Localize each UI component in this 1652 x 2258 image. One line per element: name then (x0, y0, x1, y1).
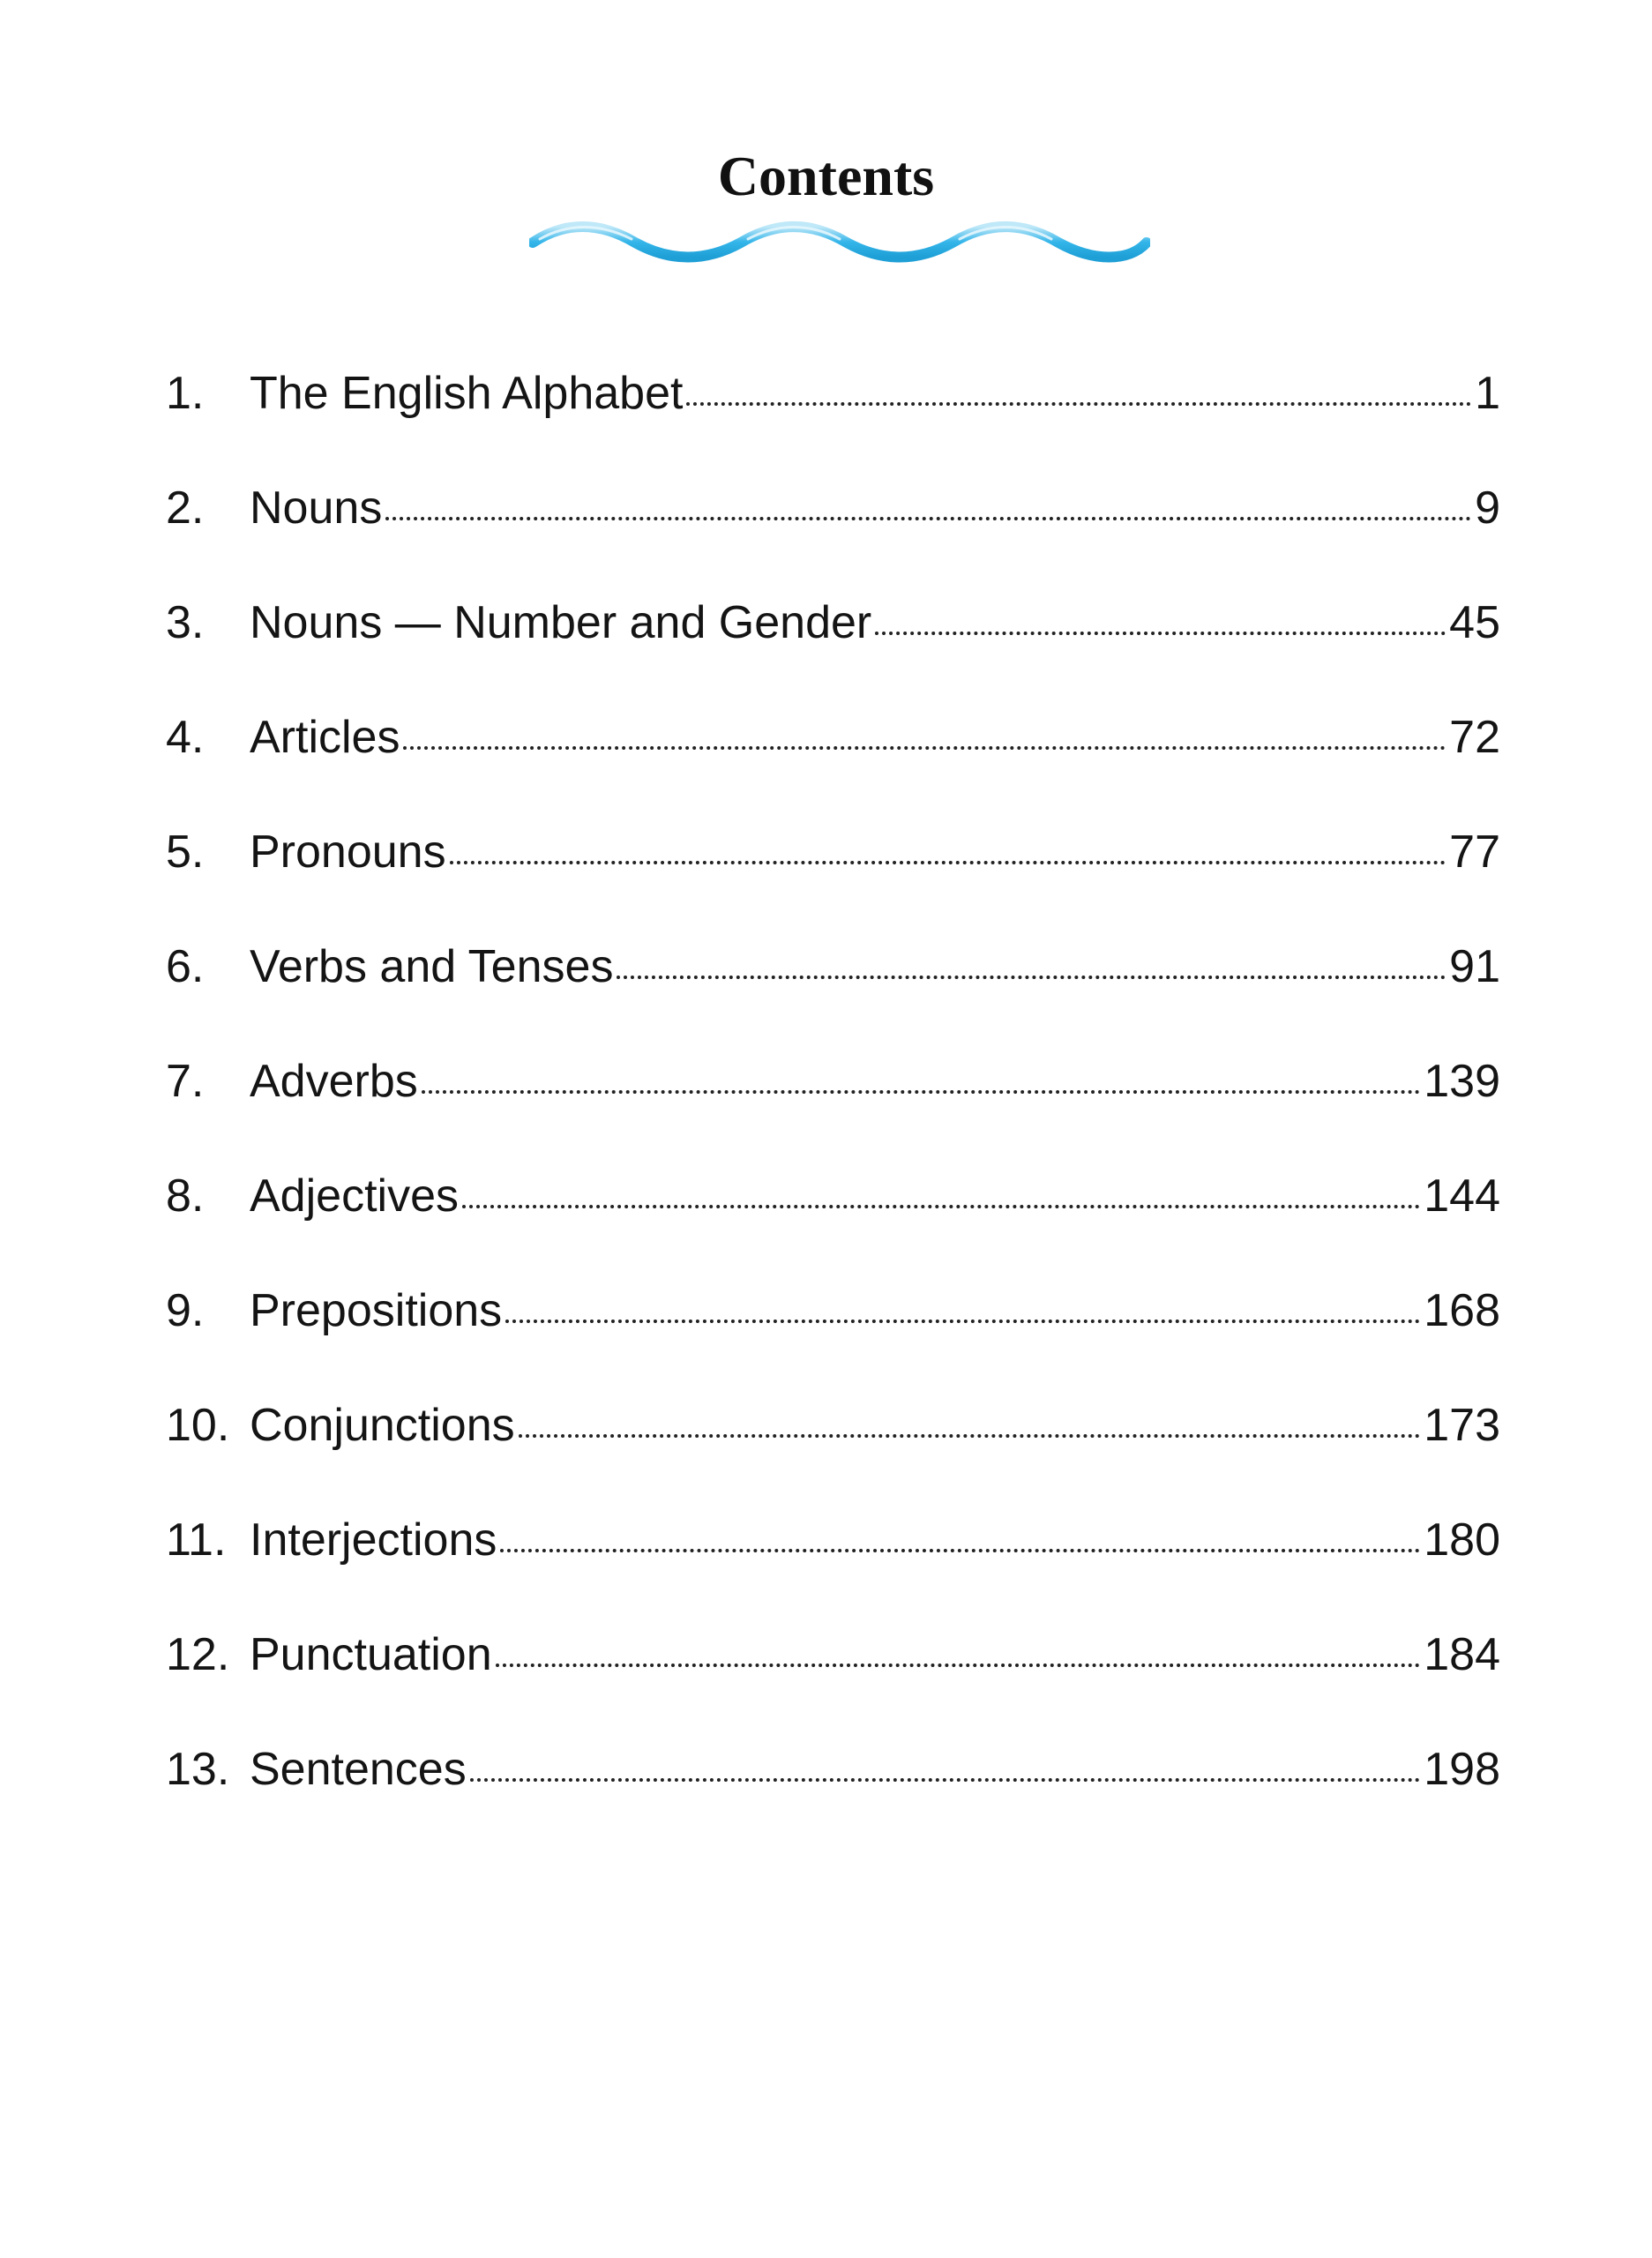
toc-entry-number: 9. (166, 1285, 205, 1336)
toc-entry (166, 482, 1500, 600)
toc-entry-page-number: 184 (1424, 1629, 1500, 1680)
toc-entry (166, 1746, 1500, 1861)
toc-entry-number: 11. (166, 1514, 227, 1566)
toc-entry-page-number: 180 (1424, 1514, 1500, 1566)
toc-entry-title: Conjunctions (250, 1400, 515, 1451)
toc-entry-page-number: 9 (1475, 482, 1500, 534)
toc-entry-number: 12. (166, 1629, 230, 1680)
toc-entry-page-number: 45 (1449, 597, 1500, 648)
toc-entry-title: Punctuation (250, 1629, 492, 1680)
dot-leader (617, 976, 1446, 979)
toc-entry-title: Adjectives (250, 1170, 459, 1222)
toc-entry-title: Adverbs (250, 1056, 418, 1107)
toc-entry-title: Verbs and Tenses (250, 941, 614, 992)
dot-leader (500, 1549, 1420, 1552)
dot-leader (496, 1664, 1421, 1667)
toc-entry (166, 1285, 1500, 1402)
toc-entry (166, 1170, 1500, 1288)
toc-entry-number: 6. (166, 941, 205, 992)
toc-entry-number: 8. (166, 1170, 205, 1222)
toc-entry-number: 3. (166, 597, 205, 648)
toc-entry-title: Prepositions (250, 1285, 503, 1336)
toc-entry (166, 941, 1500, 1058)
toc-entry-title: Nouns (250, 482, 383, 534)
toc-entry-number: 2. (166, 482, 205, 534)
toc-entry (166, 1629, 1500, 1746)
dot-leader (519, 1434, 1421, 1438)
toc-entry-number: 13. (166, 1744, 230, 1795)
toc-entry-number: 1. (166, 368, 205, 419)
toc-entry-number: 4. (166, 712, 205, 763)
toc-entry-page-number: 1 (1475, 368, 1500, 419)
toc-entry (166, 1058, 1500, 1173)
toc-entry-title: Articles (250, 712, 400, 763)
wave-divider-icon (529, 216, 1150, 269)
dot-leader (385, 517, 1471, 520)
dot-leader (470, 1778, 1421, 1782)
dot-leader (462, 1205, 1420, 1208)
toc-entry-number: 7. (166, 1056, 205, 1107)
dot-leader (686, 402, 1471, 406)
toc-entry-page-number: 139 (1424, 1056, 1500, 1107)
toc-entry-title: Interjections (250, 1514, 497, 1566)
toc-entry-page-number: 72 (1449, 712, 1500, 763)
toc-entry (166, 1402, 1500, 1517)
toc-entry-title: The English Alphabet (250, 368, 684, 419)
toc-entry (166, 370, 1500, 485)
toc-entry-page-number: 144 (1424, 1170, 1500, 1222)
toc-entry-page-number: 198 (1424, 1744, 1500, 1795)
dot-leader (505, 1320, 1420, 1323)
toc-entry-number: 10. (166, 1400, 230, 1451)
toc-entry (166, 597, 1500, 714)
page-title: Contents (717, 145, 935, 207)
dot-leader (403, 746, 1446, 750)
toc-entry-page-number: 168 (1424, 1285, 1500, 1336)
toc-entry-title: Nouns — Number and Gender (250, 597, 872, 648)
toc-entry-page-number: 91 (1449, 941, 1500, 992)
dot-leader (875, 632, 1446, 635)
dot-leader (450, 861, 1446, 864)
toc-entry-page-number: 77 (1449, 826, 1500, 878)
toc-entry-title: Pronouns (250, 826, 446, 878)
toc-entry-title: Sentences (250, 1744, 467, 1795)
toc-entry (166, 826, 1500, 944)
toc-entry (166, 1514, 1500, 1632)
toc-entry-number: 5. (166, 826, 205, 878)
toc-entry-page-number: 173 (1424, 1400, 1500, 1451)
table-of-contents (166, 370, 1500, 1861)
dot-leader (422, 1090, 1420, 1094)
toc-entry (166, 714, 1500, 829)
